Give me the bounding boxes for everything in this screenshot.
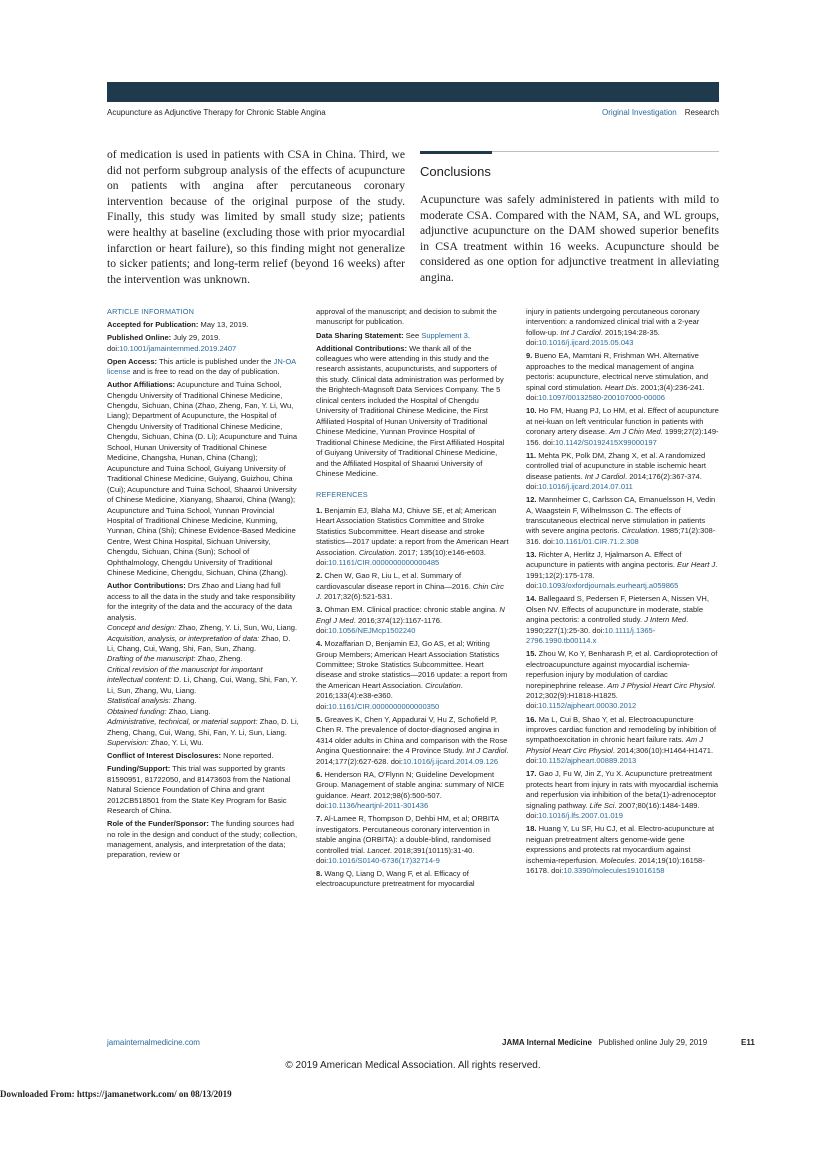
reference-citation: . 1999;27(2):149-156. doi: [526, 427, 719, 447]
reference-number: 4. [316, 639, 323, 649]
contributions: Author Contributions: Drs Zhao and Liang had full access to all the data in the study and take responsibility for the integrity of the data and the accuracy of the data analysis. [107, 581, 296, 622]
reference-item [316, 506, 509, 569]
supplement-link[interactable]: Supplement 3 [421, 330, 468, 340]
funder-role: Role of the Funder/Sponsor: The funding sources had no role in the design and conduct of the study; collection, management, analysis, and interpretation of the data; preparation, review or [107, 819, 298, 860]
reference-journal: Life Sci [589, 800, 615, 810]
role-label: Obtained funding: [107, 706, 167, 716]
reference-text: Greaves K, Chen Y, Appadurai V, Hu Z, Schofield P, Chen R. The prevalence of doctor-diagnosed angina in 4314 older adults in China and comparison with the Rose Angina Questionnaire: the 4 Province Study. [316, 714, 508, 756]
role-names: Zhao, Y. Li, Wu. [150, 738, 204, 748]
role-names: Zhao, Zheng. [197, 654, 243, 664]
reference-item [316, 770, 509, 812]
reference-doi-link[interactable]: 10.1097/00132580-200107000-00006 [538, 393, 665, 403]
accepted-line: Accepted for Publication: May 13, 2019. [107, 320, 249, 330]
contribution-role [107, 738, 299, 748]
reference-item [526, 406, 719, 448]
right-column [526, 307, 719, 879]
reference-citation: . 1990;227(1):25-30. doi: [526, 615, 689, 635]
references-list-1 [316, 506, 509, 890]
reference-number: 3. [316, 605, 323, 615]
reference-number: 14. [526, 594, 537, 604]
contribution-role [107, 665, 299, 696]
reference-doi-link[interactable]: 10.1136/heartjnl-2011-301436 [328, 801, 429, 811]
reference-8-continued: injury in patients undergoing percutaneous coronary intervention: a randomized clinical trial with a 2-year follow-up. Int J Cardiol. 2015;194:28-35. doi:10.1016/j.ijcard.2015.05.043 [526, 307, 700, 348]
reference-item [526, 550, 719, 592]
contribution-role [107, 654, 299, 664]
reference-text: Zhou W, Ko Y, Benharash P, et al. Cardioprotection of electroacupuncture against myocardial ischemia-reperfusion injury by modulation of cardiac norepinephrine release. [526, 649, 718, 690]
reference-doi-link[interactable]: 10.1016/j.ijcard.2014.09.126 [402, 756, 499, 766]
reference-item [526, 824, 719, 876]
reference-journal: Int J Cardiol [466, 746, 507, 756]
reference-journal: Eur Heart J [677, 560, 716, 570]
additional-contributions: Additional Contributions: We thank all of the colleagues who were attending in this study and the research assistants, acupuncturists, and supporters of this study. Clinical data administration was performed by the Brightech-Magnsoft Data Services Company. The 5 clinical centers included the Hospital of Chengdu University of Traditional Chinese Medicine, the First Affiliated Hospital of Hunan University of Traditional Chinese Medicine, Yunnan Province Hospital of Traditional Chinese Medicine, the First Affiliated Hospital of Guiyang University of Traditional Chinese Medicine, and the Affiliated Hospital of Shaanxi University of Chinese Medicine. [316, 343, 505, 478]
reference-doi-link[interactable]: 10.1016/j.ijcard.2014.07.011 [538, 482, 633, 492]
reference-number: 9. [526, 351, 533, 361]
reference-text: Henderson RA, O'Flynn N; Guideline Development Group. Management of stable angina: summary of NICE guidance. [316, 769, 505, 800]
references-list-2 [526, 351, 719, 876]
reference-number: 15. [526, 649, 537, 659]
data-sharing: Data Sharing Statement: See Supplement 3. [316, 330, 470, 340]
conclusions-heading: Conclusions [420, 164, 491, 179]
reference-number: 11. [526, 450, 537, 460]
section-type: Research [684, 108, 719, 117]
reference-number: 12. [526, 495, 537, 505]
reference-item [316, 639, 509, 712]
reference-journal: Am J Physiol Heart Circ Physiol [526, 735, 704, 755]
reference-text: Ho FM, Huang PJ, Lo HM, et al. Effect of acupuncture at nei-kuan on left ventricular function in patients with coronary artery disease. [526, 406, 719, 437]
reference-number: 5. [316, 714, 323, 724]
reference-journal: Am J Physiol Heart Circ Physiol [607, 680, 714, 690]
reference-citation: . 2014;19(10):16158-16178. doi: [526, 855, 705, 876]
reference-number: 2. [316, 571, 323, 581]
header-bar [107, 82, 719, 102]
reference-citation: . 2014;306(10):H1464-H1471. doi: [526, 745, 714, 766]
reference-text: Mehta PK, Polk DM, Zhang X, et al. A randomized controlled trial of acupuncture in stable ischemic heart disease patients. [526, 450, 706, 481]
reference-citation: . 2014;176(2):367-374. doi: [526, 471, 702, 492]
reference-text: Benjamin EJ, Blaha MJ, Chiuve SE, et al; American Heart Association Statistics Committee and Stroke Statistics Subcommittee. Heart disease and stroke statistics—2017 update: a report from the American Heart Association. [316, 505, 509, 557]
role-label: Administrative, technical, or material support: [107, 717, 258, 727]
reference-item [316, 605, 509, 636]
reference-citation: . 1991;12(2):175-178. doi: [526, 560, 718, 591]
role-label: Supervision: [107, 738, 149, 748]
funder-role-continued: approval of the manuscript; and decision to submit the manuscript for publication. [316, 307, 497, 327]
section-label[interactable]: Original Investigation [602, 108, 677, 117]
reference-number: 8. [316, 869, 323, 878]
role-names: Zhang. [172, 696, 197, 706]
reference-journal: Am J Chin Med [609, 427, 661, 437]
reference-citation: . 2017; 135(10):e146-e603. doi: [316, 547, 486, 568]
reference-doi-link[interactable]: 10.1016/S0140-6736(17)32714-9 [328, 855, 440, 865]
reference-item [526, 451, 719, 493]
reference-journal: Chin Circ J [316, 581, 504, 602]
reference-doi-link[interactable]: 10.1093/oxfordjournals.eurheartj.a059865 [538, 581, 679, 591]
reference-item [316, 869, 509, 890]
download-note: Downloaded From: https://jamanetwork.com/ on 08/13/2019 [0, 1089, 232, 1099]
reference-journal: N Engl J Med [316, 605, 505, 625]
reference-citation: . 2014;177(2):627-628. doi: [316, 746, 509, 766]
contribution-role [107, 623, 299, 633]
reference-number: 1. [316, 505, 323, 515]
license-link[interactable]: JN-OA license [107, 356, 296, 377]
reference-text: Ohman EM. Clinical practice: chronic stable angina. [324, 605, 498, 615]
reference-item [526, 715, 719, 767]
reference-citation: . 2001;3(4):236-241. doi: [526, 382, 705, 403]
reference-item [526, 351, 719, 403]
reference-doi-link[interactable]: 10.1152/ajpheart.00889.2013 [538, 756, 637, 766]
reference-journal: Lancet [367, 845, 390, 855]
reference-citation: . 2016;133(4):e38-e360. doi: [316, 680, 463, 711]
reference-text: Mannheimer C, Carlsson CA, Emanuelsson H, Vedin A, Waagstein F, Wilhelmsson C. The effects of transcutaneous electrical nerve stimulation in patients with severe angina pectoris. [526, 495, 716, 536]
reference-doi-link[interactable]: 10.1056/NEJMcp1502240 [328, 626, 416, 636]
middle-column [316, 307, 509, 893]
reference-journal: Circulation [425, 680, 461, 690]
reference-text: Gao J, Fu W, Jin Z, Yu X. Acupuncture pretreatment protects heart from injury in rats with myocardial ischemia and reperfusion via inhibition of the beta(1)-adrenoceptor signaling pathway. [526, 769, 719, 810]
reference-citation: . 2012;98(6):500-507. doi: [316, 790, 442, 811]
reference-citation: . 2007;80(16):1484-1489. doi: [526, 800, 700, 821]
role-names: Zhao, Liang. [168, 706, 211, 716]
reference-number: 6. [316, 769, 323, 779]
reference-journal: J Intern Med [644, 615, 687, 625]
role-label: Drafting of the manuscript: [107, 654, 196, 664]
reference-number: 10. [526, 406, 537, 416]
reference-citation: . 2012;302(9):H1818-H1825. doi: [526, 680, 716, 711]
references-heading: REFERENCES [316, 490, 368, 500]
reference-item [526, 594, 719, 646]
reference-number: 16. [526, 714, 537, 724]
reference-doi-link[interactable]: 10.1142/S0192415X99000197 [554, 437, 657, 447]
reference-doi-link[interactable]: 10.1161/01.CIR.71.2.308 [554, 536, 639, 546]
conflict: Conflict of Interest Disclosures: None reported. [107, 751, 274, 761]
reference-doi-link[interactable]: 10.1161/CIR.0000000000000350 [328, 701, 440, 711]
copyright: © 2019 American Medical Association. All rights reserved. [285, 1060, 541, 1071]
role-names: Zhao, D. Li, Zheng, Chang, Cui, Wang, Shi, Fan, Y. Li, Sun, Liang. [107, 717, 299, 737]
reference-text: Ballegaard S, Pedersen F, Pietersen A, Nissen VH, Olsen NV. Effects of acupuncture in moderate, stable angina pectoris: a controlled study. [526, 594, 709, 625]
contribution-role [107, 634, 299, 655]
reference-doi-link[interactable]: 10.1016/j.lfs.2007.01.019 [538, 811, 623, 821]
reference-text: Huang Y, Lu SF, Hu CJ, et al. Electro-acupuncture at neiguan pretreatment alters genome-wide gene expressions and protects rat myocardium against ischemia-reperfusion. [526, 824, 715, 865]
reference-doi-link[interactable]: 10.1152/ajpheart.00030.2012 [538, 701, 637, 711]
reference-doi-link[interactable]: 10.1161/CIR.0000000000000485 [328, 558, 440, 568]
reference-text: Richter A, Herlitz J, Hjalmarson A. Effect of acupuncture in patients with angina pectoris. [526, 549, 682, 570]
funding: Funding/Support: This trial was supported by grants 81590951, 81722050, and 81473603 from the National Natural Science Foundation of China and grant 2012CB518501 from the State Key Program for Basic Research of China. [107, 764, 291, 815]
reference-number: 17. [526, 769, 537, 779]
reference-doi-link[interactable]: 10.3390/molecules191016158 [563, 866, 665, 876]
role-names: Zhao, Zheng, Y. Li, Sun, Wu, Liang. [178, 623, 298, 633]
reference-text: Chen W, Gao R, Liu L, et al. Summary of cardiovascular disease report in China—2016. [316, 571, 471, 591]
reference-journal: Int J Cardiol [584, 471, 626, 481]
open-access: Open Access: This article is published under the JN-OA license and is free to read on the day of publication. [107, 356, 296, 377]
role-names: D. Li, Chang, Cui, Wang, Shi, Fan, Y. Li, Sun, Zhang, Wu, Liang. [107, 675, 298, 695]
reference-item [316, 571, 509, 602]
page-number: E11 [741, 1038, 755, 1047]
reference-item [526, 649, 719, 712]
role-label: Statistical analysis: [107, 696, 171, 706]
reference-doi-link[interactable]: 10.1016/j.ijcard.2015.05.043 [538, 338, 634, 348]
published-line: Published Online: July 29, 2019. doi:10.1001/jamainternmed.2019.2407 [107, 333, 237, 353]
reference-item [526, 495, 719, 547]
affiliations: Author Affiliations: Acupuncture and Tuina School, Chengdu University of Traditional Chinese Medicine, Chengdu, Sichuan, China (Zhao, Zheng, Fan, Y. Li, Wu, Liang); Department of Acupuncture, the Hospital of Chengdu University of Traditional Chinese Medicine, Chengdu, Sichuan, China (D. Li); Acupuncture and Tuina School, Hunan University of Traditional Chinese Medicine, Changsha, Hunan, China (Chang); Acupuncture and Tuina School, Guiyang University of Traditional Chinese Medicine, Guiyang, Guizhou, China (Cui); Acupuncture and Tuina School, Shaanxi University of Chinese Medicine, Xianyang, Shaanxi, China (Wang); Acupuncture and Tuina School, Yunnan Provincial Hospital of Traditional Chinese Medicine, Kunming, Yunnan, China (Shi); Chinese Evidence-Based Medicine Centre, West China Hospital, Sichuan University, Chengdu, Sichuan, China (Sun); School of Ophthalmology, Chengdu University of Traditional Chinese Medicine, Chengdu, Sichuan, China (Zhang). [107, 380, 298, 578]
article-info-heading: ARTICLE INFORMATION [107, 307, 195, 316]
reference-number: 13. [526, 549, 537, 559]
article-info-column [107, 307, 299, 863]
reference-citation: . 2018;391(10115):31-40. doi: [316, 845, 475, 865]
reference-text: Ma L, Cui B, Shao Y, et al. Electroacupuncture improves cardiac function and remodeling by inhibition of sympathoexcitation in chronic heart failure rats. [526, 714, 717, 745]
role-label: Acquisition, analysis, or interpretation of data: [107, 633, 260, 643]
reference-text: Wang Q, Liang D, Wang F, et al. Efficacy of electroacupuncture pretreatment for myocardial [316, 869, 475, 889]
contribution-role [107, 717, 299, 738]
contribution-role [107, 707, 299, 717]
reference-citation: . 1985;71(2):308-316. doi: [526, 526, 716, 546]
reference-journal: Heart Dis [604, 382, 637, 392]
reference-text: Al-Lamee R, Thompson D, Dehbi HM, et al; ORBITA investigators. Percutaneous coronary intervention in stable angina (ORBITA): a double-blind, randomised controlled trial. [316, 814, 499, 855]
reference-journal: Circulation [358, 547, 395, 557]
reference-journal: Circulation [621, 526, 658, 536]
footer-site[interactable]: jamainternalmedicine.com [107, 1038, 200, 1047]
reference-number: 18. [526, 824, 537, 834]
role-label: Critical revision of the manuscript for important intellectual content: [107, 664, 263, 685]
conclusions-paragraph: Acupuncture was safely administered in patients with mild to moderate CSA. Compared with the NAM, SA, and WL groups, adjunctive acupuncture on the DAM showed superior benefits in CSA treatment within 16 weeks. Acupuncture should be considered as one option for adjunctive treatment in alleviating angina. [420, 193, 719, 284]
reference-item [316, 715, 509, 767]
reference-number: 7. [316, 814, 323, 824]
reference-text: Mozaffarian D, Benjamin EJ, Go AS, et al; Writing Group Members; American Heart Association Statistics Committee; Stroke Statistics Subcommittee. Heart disease and stroke statistics—2016 update: a report from the American Heart Association. [316, 639, 508, 690]
role-names: Zhao, D. Li, Chang, Cui, Wang, Shi, Fan, Sun, Zhang. [107, 633, 291, 654]
reference-item [316, 814, 509, 866]
reference-item [526, 769, 719, 821]
reference-citation: . 2016;374(12):1167-1176. doi: [316, 615, 443, 636]
contribution-roles [107, 623, 299, 748]
reference-doi-link[interactable]: 10.1111/j.1365-2796.1990.tb00114.x [526, 625, 656, 646]
running-title: Acupuncture as Adjunctive Therapy for Chronic Stable Angina [107, 108, 326, 117]
role-label: Concept and design: [107, 623, 177, 633]
reference-journal: Molecules [600, 855, 635, 865]
conclusions-accent [420, 151, 492, 154]
discussion-paragraph: of medication is used in patients with CSA in China. Third, we did not perform subgroup analysis of the effects of acupuncture on patients with angina after percutaneous coronary intervention because of the original purpose of the study. Finally, this study was limited by small study size; patients were healthy at baseline (excluding those with prior myocardial infarction or heart failure), so this finding might not generalize to sicker patients; and long-term relief (beyond 16 weeks) after the intervention was unknown. [107, 148, 405, 286]
contribution-role [107, 696, 299, 706]
reference-text: Bueno EA, Mamtani R, Frishman WH. Alternative approaches to the medical management of angina pectoris: acupuncture, electrical nerve stimulation, and spinal cord stimulation. [526, 351, 709, 392]
reference-journal: Heart [350, 790, 370, 800]
reference-citation: . 2017;32(6):521-531. [319, 592, 393, 602]
article-doi-link[interactable]: 10.1001/jamainternmed.2019.2407 [119, 343, 237, 353]
section-labels [602, 108, 719, 118]
footer-journal: JAMA Internal Medicine Published online July 29, 2019 [502, 1038, 708, 1047]
